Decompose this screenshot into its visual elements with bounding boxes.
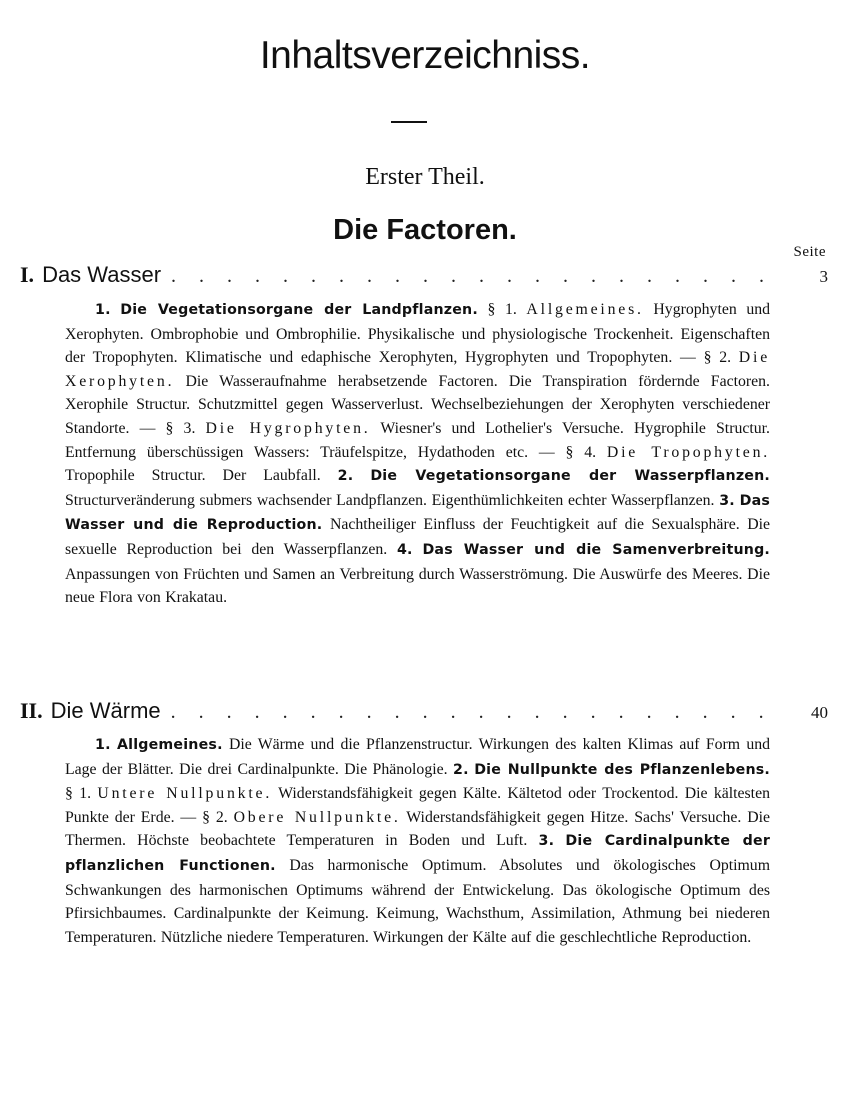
- item-number: 3.: [538, 833, 555, 850]
- summary-text: Widerstandsfähigkeit gegen Hitze. Sachs' Versuche. Die Thermen. Höchste beobachtete Temperaturen in Boden und Luft.: [65, 808, 771, 850]
- paragraph-title: Die Hygrophyten.: [205, 419, 371, 437]
- summary-text: Widerstandsfähigkeit gegen Kälte. Kältetod oder Trockentod. Die kältesten Punkte der Erde. —: [65, 785, 770, 826]
- item-number: 1.: [95, 302, 111, 318]
- section-name: Die Wärme: [50, 698, 161, 723]
- summary-text: Tropophile Structur. Der Laubfall.: [65, 467, 321, 485]
- dot-leader: [171, 701, 785, 724]
- dot-leader: [171, 265, 788, 288]
- summary-text: Hygrophyten und Xerophyten. Ombrophobie und Ombrophilie. Physikalische und physiologische Trockenheit. Eigenschaften der Tropophyten. Klimatische und edaphische Xerophyten, Hygrophyten und Tropophyten. —: [65, 301, 771, 367]
- chapter-title: Das Wasser und die Reproduction.: [65, 492, 770, 534]
- paragraph-title: Die Tropophyten.: [606, 443, 771, 461]
- item-number: 4.: [396, 541, 413, 558]
- chapter-title: Die Nullpunkte des Pflanzenlebens.: [474, 761, 771, 778]
- item-number: 1.: [95, 737, 111, 753]
- summary-text: Nachtheiliger Einfluss der Feuchtigkeit auf die Sexualsphäre. Die sexuelle Reproduction bei den Wasserpflanzen.: [65, 516, 771, 558]
- section-numeral: I.: [20, 262, 35, 287]
- paragraph-number: § 1.: [487, 301, 517, 318]
- chapter-title: Das Wasser und die Samenverbreitung.: [422, 541, 771, 558]
- item-number: 3.: [719, 492, 735, 509]
- chapter-title: Allgemeines.: [116, 737, 223, 753]
- summary-text: Anpassungen von Früchten und Samen an Verbreitung durch Wasserströmung. Die Auswürfe des Meeres. Die neue Flora von Krakatau.: [65, 565, 770, 607]
- section-heading-wasser[interactable]: [20, 262, 828, 288]
- paragraph-title: Die Xerophyten.: [65, 349, 771, 390]
- chapter-title: Die Cardinalpunkte der pflanzlichen Functionen.: [65, 833, 771, 874]
- paragraph-title: Allgemeines.: [526, 301, 644, 318]
- summary-text: Wiesner's und Lothelier's Versuche. Hygrophile Structur. Entfernung überschüssigen Wassers: Träufelspitze, Hydathoden etc. —: [65, 419, 770, 461]
- part-subtitle: Die Factoren.: [333, 214, 517, 246]
- section-summary-waerme: [65, 733, 770, 949]
- summary-text: Das harmonische Optimum. Absolutes und ökologisches Optimum Schwankungen des harmonischen Optimums während der Entwickelung. Das ökologische Optimum des Pfirsichbaumes. Cardinalpunkte der Keimung. Keimung, Wachsthum, Assimilation, Athmung bei niederen Temperaturen. Nützliche niedere Temperaturen. Wirkungen der Kälte auf die geschlechtliche Reproduction.: [65, 856, 770, 946]
- title-divider: [391, 121, 427, 123]
- section-page-number: 3: [819, 267, 828, 286]
- item-number: 2.: [453, 761, 469, 778]
- paragraph-number: § 2.: [202, 808, 228, 826]
- paragraph-number: § 3.: [165, 419, 196, 437]
- summary-text: Structurveränderung submers wachsender Landpflanzen. Eigenthümlichkeiten echter Wasserpflanzen.: [65, 491, 715, 509]
- section-summary-wasser: [65, 298, 770, 610]
- chapter-title: Die Vegetationsorgane der Landpflanzen.: [120, 302, 478, 318]
- page-title: Inhaltsverzeichniss.: [259, 34, 591, 77]
- paragraph-number: § 4.: [565, 443, 597, 461]
- item-number: 2.: [337, 468, 354, 485]
- summary-text: Die Wärme und die Pflanzenstructur. Wirkungen des kalten Klimas auf Form und Lage der Blätter. Die drei Cardinalpunkte. Die Phänologie.: [65, 736, 771, 778]
- summary-text: Die Wasseraufnahme herabsetzende Factoren. Die Transpiration fördernde Factoren. Xerophile Structur. Schutzmittel gegen Wasserverlust. Wechselbeziehungen der Xerophyten verschiedener Standorte. —: [65, 372, 771, 437]
- paragraph-number: § 1.: [65, 785, 92, 803]
- paragraph-title: Untere Nullpunkte.: [97, 785, 273, 803]
- section-page-number: 40: [811, 703, 828, 722]
- section-numeral: II.: [20, 698, 43, 723]
- part-heading: Erster Theil.: [365, 164, 485, 190]
- page-column-label: Seite: [793, 244, 826, 260]
- chapter-title: Die Vegetationsorgane der Wasserpflanzen.: [370, 468, 771, 485]
- paragraph-number: § 2.: [703, 349, 732, 367]
- section-name: Das Wasser: [42, 262, 162, 287]
- section-heading-waerme[interactable]: [20, 698, 828, 724]
- paragraph-title: Obere Nullpunkte.: [233, 808, 401, 826]
